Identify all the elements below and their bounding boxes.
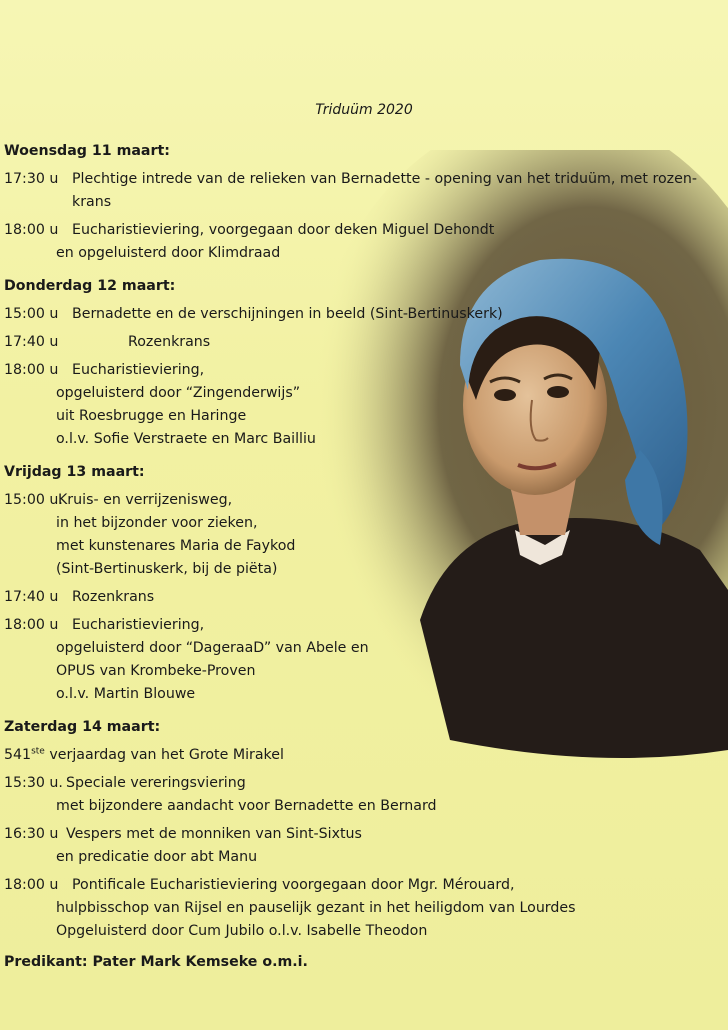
- entry-text: Vespers met de monniken van Sint-Sixtus: [66, 826, 362, 842]
- entry-text: Rozenkrans: [128, 334, 211, 350]
- day-heading-saturday: Zaterdag 14 maart:: [4, 719, 161, 735]
- entry-text: en predicatie door abt Manu: [56, 849, 258, 865]
- entry-text: met bijzondere aandacht voor Bernadette en Bernard: [56, 798, 437, 814]
- day-heading-thursday: Donderdag 12 maart:: [4, 278, 176, 294]
- schedule-entry: [4, 219, 724, 265]
- entry-time: 18:00 u: [4, 877, 59, 893]
- entry-time: 18:00 u: [4, 222, 59, 238]
- entry-text: hulpbisschop van Rijsel en pauselijk gezant in het heiligdom van Lourdes: [56, 900, 576, 916]
- day-heading-friday: Vrijdag 13 maart:: [4, 464, 145, 480]
- entry-time: 17:40 u: [4, 334, 59, 350]
- entry-time: 15:00 u: [4, 306, 59, 322]
- entry-text: Eucharistieviering,: [72, 617, 205, 633]
- page-title: Triduüm 2020: [315, 102, 413, 118]
- entry-text: opgeluisterd door “Zingenderwijs”: [56, 385, 301, 401]
- entry-text: o.l.v. Martin Blouwe: [56, 686, 196, 702]
- entry-text: krans: [72, 194, 112, 210]
- schedule-entry: [4, 874, 724, 943]
- schedule-entry: [4, 614, 724, 706]
- entry-text: Eucharistieviering,: [72, 362, 205, 378]
- entry-text: Opgeluisterd door Cum Jubilo o.l.v. Isabelle Theodon: [56, 923, 428, 939]
- entry-text: Pontificale Eucharistieviering voorgegaan door Mgr. Mérouard,: [72, 877, 515, 893]
- entry-text: en opgeluisterd door Klimdraad: [56, 245, 281, 261]
- entry-text: in het bijzonder voor zieken,: [56, 515, 258, 531]
- entry-time: 18:00 u: [4, 617, 59, 633]
- entry-text: Speciale vereringsviering: [66, 775, 246, 791]
- schedule-entry: [4, 331, 724, 354]
- entry-time: 18:00 u: [4, 362, 59, 378]
- anniversary-number: 541: [4, 747, 32, 763]
- anniversary-text: verjaardag van het Grote Mirakel: [44, 747, 284, 763]
- entry-text: uit Roesbrugge en Haringe: [56, 408, 247, 424]
- entry-text: opgeluisterd door “DageraaD” van Abele en: [56, 640, 369, 656]
- schedule-entry: [4, 772, 724, 818]
- entry-text: Eucharistieviering, voorgegaan door deken Miguel Dehondt: [72, 222, 495, 238]
- schedule-entry: [4, 586, 724, 609]
- schedule-entry: [4, 303, 724, 326]
- schedule-entry: [4, 359, 724, 451]
- entry-text: Plechtige intrede van de relieken van Bernadette - opening van het triduüm, met rozen-: [72, 171, 697, 187]
- entry-text: o.l.v. Sofie Verstraete en Marc Bailliu: [56, 431, 316, 447]
- entry-text: met kunstenares Maria de Faykod: [56, 538, 296, 554]
- anniversary-line: [4, 744, 724, 767]
- schedule-entry: [4, 823, 724, 869]
- entry-text: (Sint-Bertinuskerk, bij de piëta): [56, 561, 278, 577]
- entry-text: Kruis- en verrijzenisweg,: [58, 492, 233, 508]
- schedule-entry: [4, 489, 724, 581]
- entry-time: 17:40 u: [4, 589, 59, 605]
- anniversary-suffix: ste: [31, 746, 45, 757]
- entry-time: 16:30 u: [4, 826, 59, 842]
- schedule: [4, 140, 724, 974]
- entry-time: 15:00 u.: [4, 492, 63, 508]
- entry-time: 17:30 u: [4, 171, 59, 187]
- entry-time: 15:30 u.: [4, 775, 63, 791]
- entry-text: OPUS van Krombeke-Proven: [56, 663, 256, 679]
- entry-text: Bernadette en de verschijningen in beeld (Sint-Bertinuskerk): [72, 306, 503, 322]
- schedule-entry: [4, 168, 724, 214]
- preacher-line: Predikant: Pater Mark Kemseke o.m.i.: [4, 954, 308, 970]
- entry-text: Rozenkrans: [72, 589, 155, 605]
- day-heading-wednesday: Woensdag 11 maart:: [4, 143, 170, 159]
